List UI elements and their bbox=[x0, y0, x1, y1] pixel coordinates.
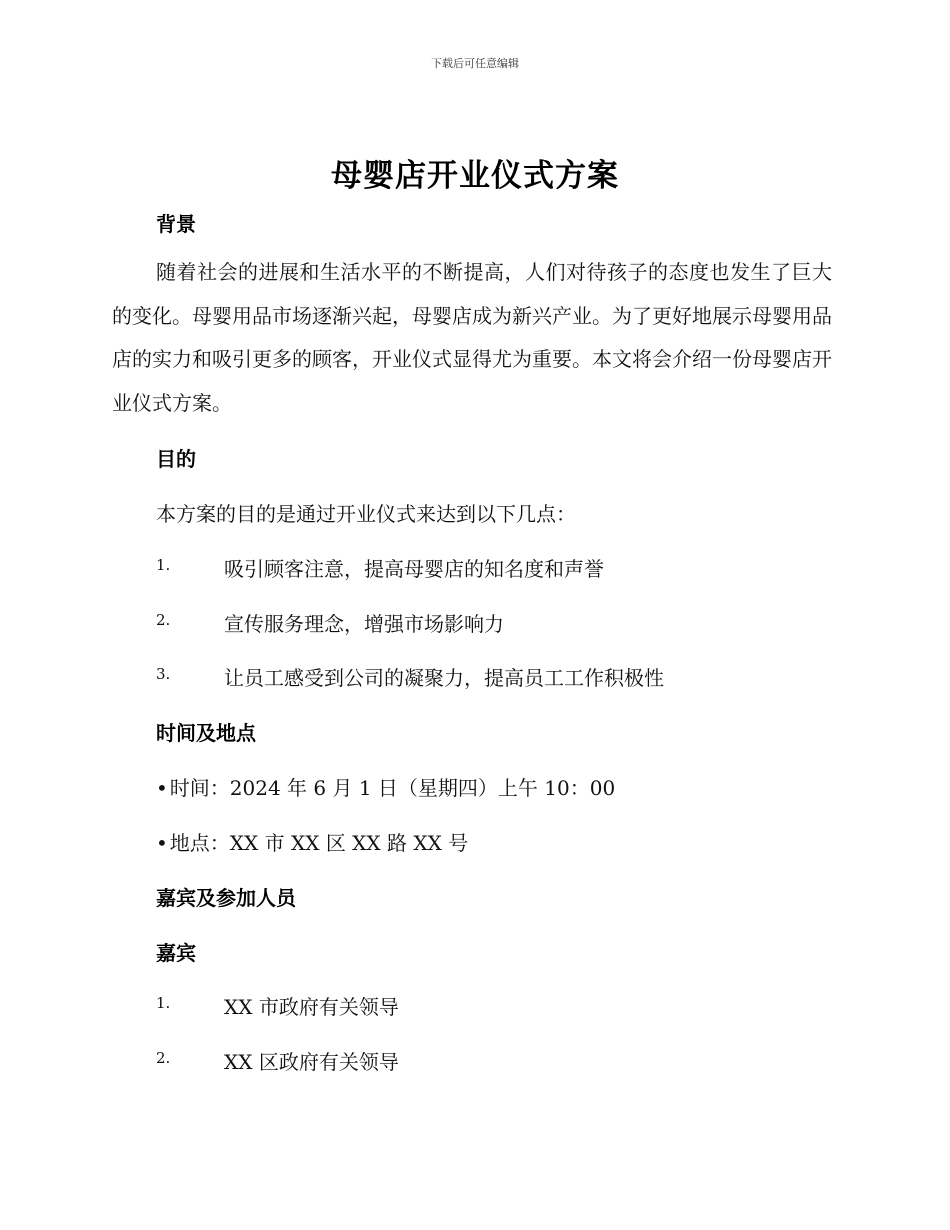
bullet: • bbox=[156, 831, 168, 855]
heading-time-place: 时间及地点 bbox=[156, 721, 256, 745]
list-text: 宣传服务理念，增强市场影响力 bbox=[224, 612, 504, 636]
list-number: 1. bbox=[156, 556, 171, 574]
heading-background: 背景 bbox=[156, 212, 196, 236]
paragraph-background: 随着社会的进展和生活水平的不断提高，人们对待孩子的态度也发生了巨大的变化。母婴用品市场逐渐兴起，母婴店成为新兴产业。为了更好地展示母婴用品店的实力和吸引更多的顾客，开业仪式显得尤为重要。本文将会介绍一份母婴店开业仪式方案。 bbox=[112, 260, 832, 415]
list-text: 吸引顾客注意，提高母婴店的知名度和声誉 bbox=[224, 557, 604, 581]
heading-guests-attendees: 嘉宾及参加人员 bbox=[156, 886, 296, 910]
purpose-intro: 本方案的目的是通过开业仪式来达到以下几点： bbox=[156, 502, 576, 526]
list-text: XX 市政府有关领导 bbox=[224, 995, 399, 1019]
place-line bbox=[156, 827, 468, 856]
time-line bbox=[156, 772, 615, 801]
list-number: 2. bbox=[156, 611, 171, 629]
list-number: 3. bbox=[156, 665, 171, 683]
list-number: 2. bbox=[156, 1049, 171, 1067]
list-text: 让员工感受到公司的凝聚力，提高员工工作积极性 bbox=[224, 666, 664, 690]
heading-guests: 嘉宾 bbox=[156, 941, 196, 965]
header-note: 下载后可任意编辑 bbox=[431, 57, 519, 70]
time-text: 时间：2024 年 6 月 1 日（星期四）上午 10：00 bbox=[169, 776, 616, 800]
list-number: 1. bbox=[156, 994, 171, 1012]
place-text: 地点：XX 市 XX 区 XX 路 XX 号 bbox=[169, 831, 469, 855]
list-text: XX 区政府有关领导 bbox=[224, 1050, 399, 1074]
heading-purpose: 目的 bbox=[156, 447, 196, 471]
bullet: • bbox=[156, 776, 168, 800]
document-title: 母婴店开业仪式方案 bbox=[331, 158, 619, 194]
